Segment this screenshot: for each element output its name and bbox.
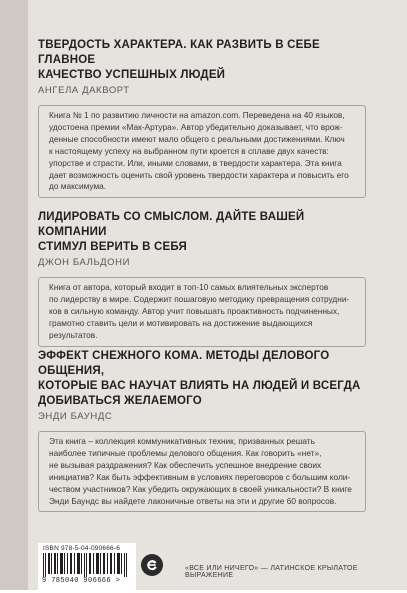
- book-description: Книга от автора, который входит в топ-10 самых влиятельных экспертов по лидерству в мире. Содержит пошаговую методику превращения сотрудни- ков в сильную команду. Автор учит повышать проактивность подчиненных, грамотно ставить цели и мотивировать на достижение выдающихся результатов.: [38, 277, 366, 347]
- barcode-icon: [43, 553, 129, 577]
- book-entry-1: [38, 38, 366, 198]
- publisher-logo-icon: [140, 553, 164, 577]
- isbn-label: ISBN 978-5-04-090666-6: [43, 545, 121, 552]
- book-entry-3: [38, 349, 366, 512]
- book-description: Эта книга – коллекция коммуникативных техник, призванных решать наиболее типичные проблемы делового общения. Как говорить «нет», не вызывая раздражения? Как обеспечить успешное внедрение своих инициатив? Как быть эффективным в условиях переговоров с большим коли- чеством участников? Как убедить окружающих в своей уникальности? В книге Энди Баундс вы найдете лаконичные ответы на эти и другие 60 вопросов.: [38, 431, 366, 512]
- book-author: ДЖОН БАЛЬДОНИ: [38, 257, 131, 268]
- publisher-motto: «ВСЕ ИЛИ НИЧЕГО» — ЛАТИНСКОЕ КРЫЛАТОЕ ВЫРАЖЕНИЕ: [185, 565, 358, 579]
- book-title: ЭФФЕКТ СНЕЖНОГО КОМА. МЕТОДЫ ДЕЛОВОГО ОБЩЕНИЯ, КОТОРЫЕ ВАС НАУЧАТ ВЛИЯТЬ НА ЛЮДЕЙ И ВСЕГДА ДОБИВАТЬСЯ ЖЕЛАЕМОГО: [38, 350, 361, 407]
- book-title: ЛИДИРОВАТЬ СО СМЫСЛОМ. ДАЙТЕ ВАШЕЙ КОМПАНИИ СТИМУЛ ВЕРИТЬ В СЕБЯ: [38, 211, 305, 253]
- book-author: АНГЕЛА ДАКВОРТ: [38, 85, 130, 96]
- book-title: ТВЕРДОСТЬ ХАРАКТЕРА. КАК РАЗВИТЬ В СЕБЕ ГЛАВНОЕ КАЧЕСТВО УСПЕШНЫХ ЛЮДЕЙ: [38, 39, 320, 81]
- book-spine-edge: [0, 0, 28, 590]
- book-entry-2: [38, 210, 366, 347]
- book-author: ЭНДИ БАУНДС: [38, 411, 113, 422]
- barcode-number: 9 785040 906666 >: [42, 577, 121, 585]
- book-description: Книга № 1 по развитию личности на amazon.com. Переведена на 40 языков, удостоена премии «Мак-Артура». Автор убедительно доказывает, что врож- денные способности имеют мало общего с реальными достижениями. Ключ к настоящему успеху на выбранном пути кроется в сплаве двух качеств: упорстве и страсти. Или, иными словами, в твердости характера. Эта книга дает возможность оценить свой уровень твердости характера и повысить его до максимума.: [38, 105, 366, 198]
